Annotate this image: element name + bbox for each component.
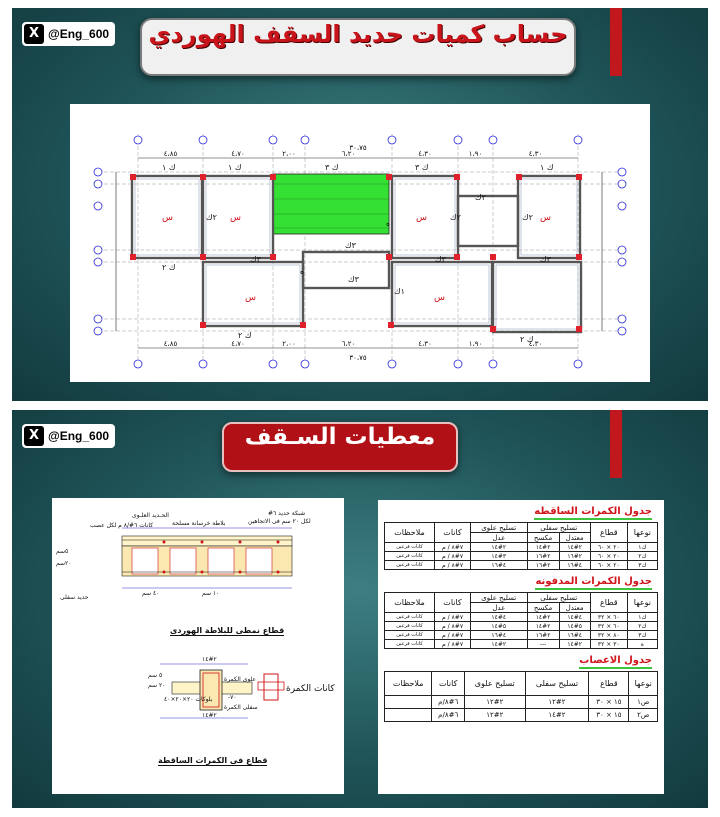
cell-bottom: ٢#١٤: [525, 709, 589, 722]
cell-section: ٢٠ × ٦٠: [590, 552, 627, 561]
cell-straight: ٥#١٤: [559, 622, 590, 631]
ribs-title: جدول الاعصاب: [579, 655, 652, 669]
slab-label: س: [416, 213, 427, 223]
col-notes: ملاحظات: [385, 593, 435, 613]
col-notes: ملاحظات: [385, 672, 432, 696]
col-adj: عدل: [470, 533, 527, 543]
width40-label: ٤٠ سم: [142, 590, 160, 597]
x-logo-icon: X: [24, 426, 44, 446]
col-straight: معتدل: [559, 533, 590, 543]
bottom-dimension-label: ٦،٢٠: [341, 340, 356, 348]
ribs-table: [384, 671, 658, 722]
beam-depth-label: ٧٠-: [228, 694, 237, 701]
table-row: [385, 543, 658, 552]
top-dimension-label: ٤،٣٠: [418, 150, 432, 158]
slide2-title: معطيات السـقف: [222, 422, 458, 472]
cell-straight: ٢#١٤: [559, 543, 590, 552]
table-row: [385, 709, 658, 722]
cell-straight: ٤#١٦: [559, 631, 590, 640]
cell-section: ٨٠ × ٣٢: [590, 631, 627, 640]
col-section: قطاع: [590, 523, 627, 543]
beam-label: ٣ك: [435, 255, 446, 264]
table-row: [385, 552, 658, 561]
cell-notes: كانات فرعين: [385, 613, 435, 622]
cell-top: ٢#١٢: [464, 696, 525, 709]
slab-label: س: [245, 293, 256, 303]
cell-stirrups: ٧#٨ / م: [435, 552, 471, 561]
cell-type: ك٢: [627, 622, 657, 631]
stair-label: ه: [386, 219, 391, 228]
stirrups-label: كانات ٦#/٨ م لكل عصب: [90, 522, 154, 529]
cm5-label: ٥سم: [56, 548, 69, 555]
cell-type: ك٣: [627, 561, 657, 570]
cell-type: ه: [627, 640, 657, 649]
top-dimension-label: ١،٩٠: [468, 150, 483, 158]
cm20-label: ٢٠سم: [56, 560, 72, 567]
red-accent-bar: [610, 8, 622, 76]
cell-straight: ٤#١٤: [559, 613, 590, 622]
bottom-dimension-label: ١،٩٠: [468, 340, 483, 348]
cell-section: ١٥ × ٣٠: [589, 696, 629, 709]
beam-label: ٣ك: [348, 275, 359, 284]
section2-caption: قطاع فى الكمرات الساقطة: [158, 756, 268, 765]
bottom-dimension-label: ٤،٧٠: [231, 340, 245, 348]
cell-notes: كانات فرعين: [385, 561, 435, 570]
cell-section: ٢٠ × ٦٠: [590, 561, 627, 570]
cell-adj: ٢#١٤: [470, 640, 527, 649]
top-dimension-label: ٦،٢٠: [341, 150, 356, 158]
col-notes: ملاحظات: [385, 523, 435, 543]
col-bent: مكسح: [527, 533, 559, 543]
col-bottom: تسليح سفلى: [527, 593, 590, 603]
slide-slab-data: [12, 410, 708, 808]
beam-label: ٢ك: [475, 193, 486, 202]
cell-bent: ٢#١٤: [527, 622, 559, 631]
cell-notes: [385, 709, 432, 722]
col-bottom: تسليح سفلى: [525, 672, 589, 696]
top-dimension-label: ٢،٠٠: [282, 150, 296, 158]
cell-top: ٢#١٢: [464, 709, 525, 722]
beam-label: ك ٢: [520, 335, 534, 344]
beam-label: ك ٣: [325, 163, 339, 172]
col-type: نوعها: [627, 523, 657, 543]
col-type: نوعها: [629, 672, 658, 696]
cell-stirrups: ٦#٨/م: [432, 709, 465, 722]
beam-label: ك ١: [228, 163, 242, 172]
cell-adj: ٣#١٤: [470, 552, 527, 561]
cell-stirrups: ٧#٨ / م: [435, 631, 471, 640]
table-row: [385, 640, 658, 649]
cell-bent: ٢#١٦: [527, 552, 559, 561]
cell-section: ٢٠ × ٦٠: [590, 543, 627, 552]
slab-label: بلاطة خرسانة مسلحة: [172, 520, 226, 527]
plan-svg: [70, 104, 650, 382]
bottom-dimension-label: ٤،٣٠: [418, 340, 432, 348]
beam-stirrups-label: كانات الكمرة: [286, 684, 335, 694]
cell-adj: ٥#١٤: [470, 622, 527, 631]
schedules-panel: [378, 500, 664, 794]
cell-notes: كانات فرعين: [385, 622, 435, 631]
cell-straight: ٢#١٤: [559, 640, 590, 649]
top-total-dim: ٣٠،٧٥: [349, 144, 367, 152]
beam-label: ١ك: [394, 287, 405, 296]
cell-bent: ٢#١٦: [527, 561, 559, 570]
col-straight: معتدل: [559, 603, 590, 613]
bottom-dimension-label: ٤،٣٠: [528, 340, 543, 348]
cell-stirrups: ٦#٨/م: [432, 696, 465, 709]
table-row: [385, 613, 658, 622]
beam-label: ٢ك: [450, 213, 461, 222]
col-top: تسليح علوى: [470, 523, 527, 533]
col-bottom: تسليح سفلى: [527, 523, 590, 533]
bottom-steel-label: حديد سفلى: [60, 594, 89, 601]
cell-stirrups: ٧#٨ / م: [435, 613, 471, 622]
slab-label: س: [434, 293, 445, 303]
cell-notes: كانات فرعين: [385, 631, 435, 640]
cell-section: ٣٠ × ٣٢: [590, 640, 627, 649]
col-stirrups: كانات: [432, 672, 465, 696]
cell-notes: كانات فرعين: [385, 552, 435, 561]
cell-type: ص١: [629, 696, 658, 709]
bottom-total-dim: ٣٠،٧٥: [349, 354, 367, 362]
beam-top-label: علوى الكمرة: [224, 676, 257, 683]
col-stirrups: كانات: [435, 593, 471, 613]
beam-cm5-label: ٥ سم: [148, 672, 163, 679]
slab-label: س: [540, 213, 551, 223]
slide1-title: حساب كميات حديد السقف الهوردي: [140, 18, 576, 76]
beam-bot-bar-label: ٢#١٤: [202, 712, 217, 719]
beam-top-bar-label: ٢#١٤: [202, 656, 217, 663]
col-top: تسليح علوى: [464, 672, 525, 696]
cell-stirrups: ٧#٨ / م: [435, 640, 471, 649]
beam-label: ك ٢: [238, 331, 252, 340]
handle-text: @Eng_600: [48, 27, 110, 41]
cell-stirrups: ٧#٨ / م: [435, 622, 471, 631]
beam-label: ك ١: [540, 163, 554, 172]
table-row: [385, 631, 658, 640]
cell-section: ٦٠ × ٣٢: [590, 622, 627, 631]
cell-type: ص٢: [629, 709, 658, 722]
hidden-beams-table: [384, 592, 658, 649]
dropped-beams-title: جدول الكمرات الساقطه: [534, 506, 652, 520]
cell-notes: كانات فرعين: [385, 640, 435, 649]
beam-label: ٣ك: [345, 241, 356, 250]
beam-label: ٢ك: [522, 213, 533, 222]
cell-section: ١٥ × ٣٠: [589, 709, 629, 722]
width10-label: ١٠ سم: [202, 590, 220, 597]
cell-adj: ٤#١٦: [470, 561, 527, 570]
beam-label: ك ٣: [415, 163, 429, 172]
cell-notes: [385, 696, 432, 709]
col-bent: مكسح: [527, 603, 559, 613]
cell-type: ك١: [627, 613, 657, 622]
beam-cm20-label: ٢٠ سم: [148, 682, 166, 689]
col-section: قطاع: [590, 593, 627, 613]
cell-section: ٦٠ × ٣٢: [590, 613, 627, 622]
cell-straight: ٤#١٦: [559, 561, 590, 570]
cell-stirrups: ٧#٨ / م: [435, 543, 471, 552]
cell-bottom: ٢#١٢: [525, 696, 589, 709]
dropped-beams-table: [384, 522, 658, 570]
floor-plan-drawing: [70, 104, 650, 382]
top-steel-label: الحـديد العلـوى: [132, 512, 169, 519]
cell-adj: ٢#١٤: [470, 543, 527, 552]
beam-label: ٣ك: [540, 255, 551, 264]
cell-straight: ٢#١٦: [559, 552, 590, 561]
col-stirrups: كانات: [435, 523, 471, 543]
social-handle-badge[interactable]: [22, 22, 115, 46]
table-row: [385, 622, 658, 631]
cell-adj: ٤#١٤: [470, 613, 527, 622]
top-dimension-label: ٤،٨٥: [163, 150, 178, 158]
cell-type: ك٢: [627, 552, 657, 561]
hidden-beams-title: جدول الكمرات المدفونه: [535, 576, 652, 590]
cell-stirrups: ٧#٨ / م: [435, 561, 471, 570]
sections-svg: [52, 498, 344, 794]
cell-bent: ٢#١٤: [527, 613, 559, 622]
cell-notes: كانات فرعين: [385, 543, 435, 552]
section1-caption: قطاع نمطى للبلاطة الهوردى: [170, 626, 285, 635]
blocks-label: بلوكات ٢٠×٢٠×٤٠: [164, 696, 213, 703]
cell-type: ك٣: [627, 631, 657, 640]
col-top: تسليح علوى: [470, 593, 527, 603]
slide-structural-plan: [12, 8, 708, 401]
beam-label: ٣ك: [250, 255, 261, 264]
cell-type: ك١: [627, 543, 657, 552]
slab-label: س: [230, 213, 241, 223]
cell-bent: ٢#١٦: [527, 631, 559, 640]
beam-bottom-label: سفلى الكمرة: [224, 704, 258, 711]
x-logo-icon: X: [24, 24, 44, 44]
social-handle-badge[interactable]: [22, 424, 115, 448]
col-adj: عدل: [470, 603, 527, 613]
table-row: [385, 561, 658, 570]
beam-label: ٢ك: [206, 213, 217, 222]
stair-label: ه: [300, 267, 305, 276]
cell-adj: ٤#١٦: [470, 631, 527, 640]
beam-label: ك ٢: [162, 263, 176, 272]
top-dimension-label: ٤،٣٠: [528, 150, 543, 158]
bottom-dimension-label: ٢،٠٠: [282, 340, 296, 348]
cell-bent: ٢#١٤: [527, 543, 559, 552]
slab-label: س: [162, 213, 173, 223]
mesh-note-label: لكل ٢٠ سم فى الاتجاهين: [248, 518, 311, 525]
col-type: نوعها: [627, 593, 657, 613]
mesh-label: شبكة حديد ٦#: [268, 510, 306, 517]
red-accent-bar: [610, 410, 622, 478]
cell-bent: ---: [527, 640, 559, 649]
sections-drawing: [52, 498, 344, 794]
bottom-dimension-label: ٤،٨٥: [163, 340, 178, 348]
col-section: قطاع: [589, 672, 629, 696]
table-row: [385, 696, 658, 709]
top-dimension-label: ٤،٧٠: [231, 150, 245, 158]
beam-label: ك ١: [162, 163, 176, 172]
handle-text: @Eng_600: [48, 429, 110, 443]
